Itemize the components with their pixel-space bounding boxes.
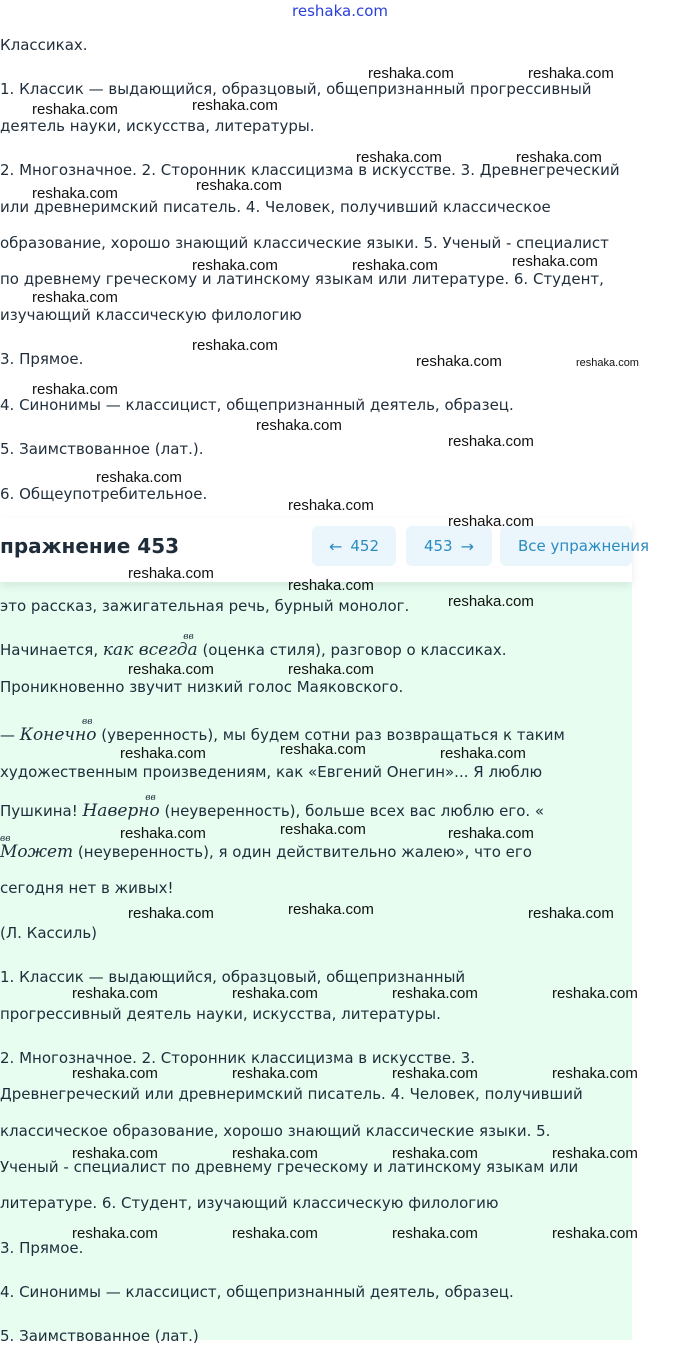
watermark: reshaka.com — [232, 1145, 318, 1162]
watermark: reshaka.com — [368, 65, 454, 82]
arrow-left-icon: ← — [328, 536, 343, 556]
watermark: reshaka.com — [32, 381, 118, 398]
prev-exercise-label: 452 — [350, 537, 380, 555]
watermark: reshaka.com — [528, 65, 614, 82]
watermark: reshaka.com — [288, 497, 374, 514]
watermark: reshaka.com — [72, 985, 158, 1002]
watermark: reshaka.com — [448, 825, 534, 842]
all-exercises-button[interactable] — [500, 526, 650, 566]
text-line: 2. Многозначное. 2. Сторонник классицизма в искусстве. 3. — [0, 1049, 475, 1067]
watermark: reshaka.com — [192, 97, 278, 114]
watermark: reshaka.com — [196, 177, 282, 194]
text-line: по древнему греческому и латинскому языкам или литературе. 6. Студент, — [0, 270, 604, 288]
text-line: деятель науки, искусства, литературы. — [0, 117, 315, 135]
current-exercise-label: 453 — [423, 537, 453, 555]
watermark: reshaka.com — [288, 661, 374, 678]
text-line: Классиках. — [0, 36, 88, 54]
watermark: reshaka.com — [576, 357, 639, 369]
italic-word: вв Конечно — [19, 717, 97, 745]
watermark: reshaka.com — [120, 745, 206, 762]
watermark: reshaka.com — [392, 985, 478, 1002]
text-line: 6. Общеупотребительное. — [0, 485, 208, 503]
text-line: классическое образование, хорошо знающий классические языки. 5. — [0, 1122, 551, 1140]
text-line: Начинается, вв как всегда (оценка стиля), разговор о классиках. — [0, 632, 507, 660]
watermark: reshaka.com — [552, 985, 638, 1002]
watermark: reshaka.com — [72, 1225, 158, 1242]
text-line: 2. Многозначное. 2. Сторонник классицизма в искусстве. 3. Древнегреческий — [0, 161, 620, 179]
watermark: reshaka.com — [288, 577, 374, 594]
watermark: reshaka.com — [256, 417, 342, 434]
watermark: reshaka.com — [96, 469, 182, 486]
italic-word: вв Наверно — [82, 793, 160, 821]
watermark: reshaka.com — [512, 253, 598, 270]
watermark: reshaka.com — [448, 593, 534, 610]
watermark: reshaka.com — [128, 565, 214, 582]
italic-word: вв Может — [0, 834, 74, 862]
text-line: 5. Заимствованное (лат.) — [0, 1327, 199, 1345]
watermark: reshaka.com — [552, 1065, 638, 1082]
exercise-title: пражнение 453 — [0, 534, 180, 558]
watermark: reshaka.com — [516, 149, 602, 166]
text-line: образование, хорошо знающий классические языки. 5. Ученый - специалист — [0, 234, 609, 252]
watermark: reshaka.com — [32, 185, 118, 202]
watermark: reshaka.com — [232, 1065, 318, 1082]
watermark: reshaka.com — [288, 901, 374, 918]
watermark: reshaka.com — [232, 1225, 318, 1242]
text-line: или древнеримский писатель. 4. Человек, получивший классическое — [0, 198, 551, 216]
text-line: прогрессивный деятель науки, искусства, литературы. — [0, 1005, 441, 1023]
text-line: Проникновенно звучит низкий голос Маяковского. — [0, 678, 404, 696]
watermark: reshaka.com — [552, 1145, 638, 1162]
watermark: reshaka.com — [352, 257, 438, 274]
watermark: reshaka.com — [32, 101, 118, 118]
watermark: reshaka.com — [192, 257, 278, 274]
text-line: — вв Конечно (уверенность), мы будем сотни раз возвращаться к таким — [0, 717, 565, 745]
watermark: reshaka.com — [32, 289, 118, 306]
text-line: 1. Классик — выдающийся, образцовый, общепризнанный прогрессивный — [0, 80, 592, 98]
all-exercises-label: Все упражнения — [518, 537, 650, 555]
text-line: изучающий классическую филологию — [0, 306, 302, 324]
watermark: reshaka.com — [392, 1225, 478, 1242]
watermark: reshaka.com — [280, 741, 366, 758]
text-line: 3. Прямое. — [0, 350, 84, 368]
watermark: reshaka.com — [356, 149, 442, 166]
text-line: 5. Заимствованное (лат.). — [0, 440, 204, 458]
watermark: reshaka.com — [120, 825, 206, 842]
watermark: reshaka.com — [72, 1065, 158, 1082]
watermark: reshaka.com — [128, 905, 214, 922]
text-line: 4. Синонимы — классицист, общепризнанный деятель, образец. — [0, 1283, 514, 1301]
text-line: вв Может (неуверенность), я один действительно жалею», что его — [0, 834, 532, 862]
watermark: reshaka.com — [128, 661, 214, 678]
text-line: литературе. 6. Студент, изучающий классическую филологию — [0, 1194, 499, 1212]
next-exercise-button[interactable] — [406, 526, 492, 566]
watermark: reshaka.com — [448, 433, 534, 450]
watermark: reshaka.com — [192, 337, 278, 354]
watermark: reshaka.com — [72, 1145, 158, 1162]
watermark: reshaka.com — [528, 905, 614, 922]
watermark: reshaka.com — [416, 353, 502, 370]
text-line: Древнегреческий или древнеримский писатель. 4. Человек, получивший — [0, 1085, 583, 1103]
watermark: reshaka.com — [232, 985, 318, 1002]
prev-exercise-button[interactable] — [312, 526, 396, 566]
text-line: это рассказ, зажигательная речь, бурный монолог. — [0, 597, 410, 615]
watermark: reshaka.com — [392, 1065, 478, 1082]
site-header-link[interactable]: reshaka.com — [292, 2, 388, 20]
text-line: Пушкина! вв Наверно (неуверенность), больше всех вас люблю его. « — [0, 793, 545, 821]
text-line: художественным произведениям, как «Евгений Онегин»... Я люблю — [0, 763, 543, 781]
watermark: reshaka.com — [440, 745, 526, 762]
watermark: reshaka.com — [552, 1225, 638, 1242]
text-line: 1. Классик — выдающийся, образцовый, общепризнанный — [0, 968, 466, 986]
watermark: reshaka.com — [392, 1145, 478, 1162]
watermark: reshaka.com — [280, 821, 366, 838]
text-line: 4. Синонимы — классицист, общепризнанный деятель, образец. — [0, 396, 514, 414]
italic-word: вв как всегда — [102, 632, 198, 660]
text-line: (Л. Кассиль) — [0, 924, 98, 942]
arrow-right-icon: → — [460, 536, 475, 556]
watermark: reshaka.com — [448, 513, 534, 530]
text-line: 3. Прямое. — [0, 1239, 84, 1257]
text-line: Ученый - специалист по древнему греческому и латинскому языкам или — [0, 1158, 579, 1176]
text-line: сегодня нет в живых! — [0, 879, 174, 897]
